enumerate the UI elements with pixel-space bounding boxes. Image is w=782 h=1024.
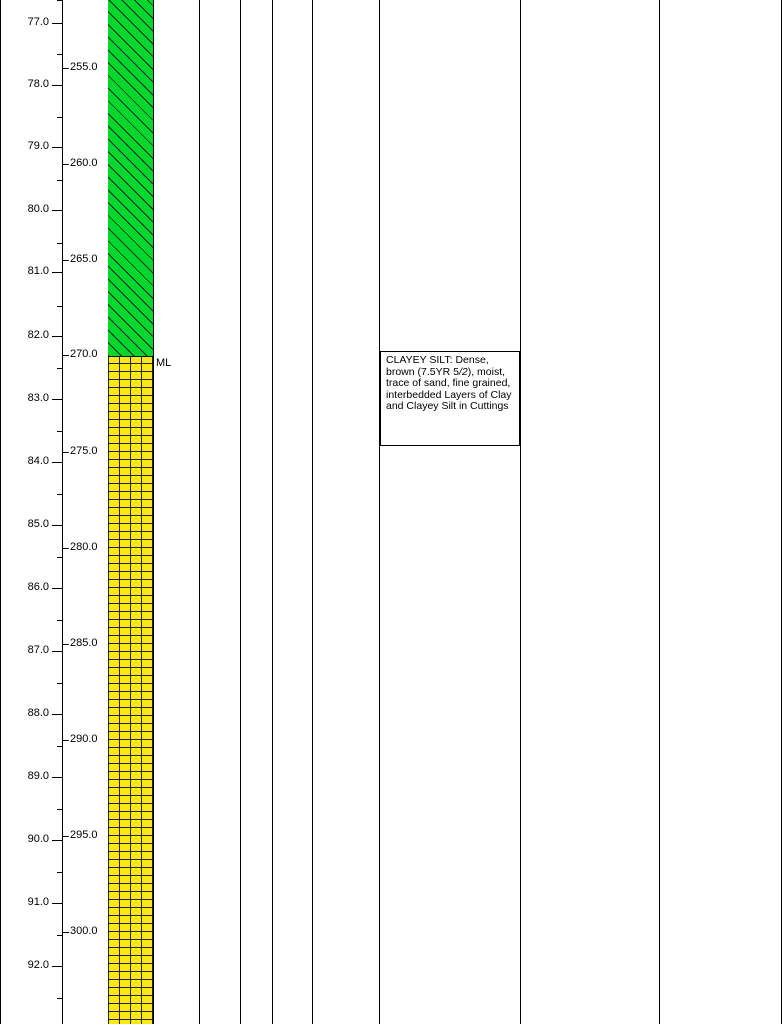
- elevation-label: 87.0: [27, 644, 49, 656]
- column-rule: [240, 0, 241, 1024]
- description-text: CLAYEY SILT: Dense, brown (7.5YR 5/2), moist, trace of sand, fine grained, interbedded Layers of Clay and Clayey Silt in Cuttings: [386, 354, 512, 413]
- depth-label: 295.0: [70, 829, 98, 841]
- elevation-label: 77.0: [27, 16, 49, 28]
- elevation-tick: [52, 903, 62, 904]
- elevation-tick: [52, 147, 62, 148]
- elevation-label: 79.0: [27, 140, 49, 152]
- elevation-label: 91.0: [27, 896, 49, 908]
- lithology-column: [108, 0, 153, 1024]
- depth-tick: [62, 932, 69, 933]
- depth-tick: [62, 260, 69, 261]
- elevation-tick: [52, 525, 62, 526]
- depth-label: 260.0: [70, 157, 98, 169]
- column-rule: [312, 0, 313, 1024]
- column-rule: [199, 0, 200, 1024]
- depth-label: 255.0: [70, 61, 98, 73]
- depth-label: 275.0: [70, 445, 98, 457]
- elevation-label: 86.0: [27, 581, 49, 593]
- depth-label: 265.0: [70, 253, 98, 265]
- elevation-tick: [52, 210, 62, 211]
- uscs-symbol-label: ML: [156, 357, 172, 369]
- depth-label: 290.0: [70, 733, 98, 745]
- depth-tick: [62, 644, 69, 645]
- elevation-scale: [0, 0, 62, 1024]
- elevation-label: 85.0: [27, 518, 49, 530]
- depth-tick: [62, 452, 69, 453]
- description-clayey-silt: [380, 351, 520, 446]
- lithology-bed-clay: [108, 0, 153, 356]
- elevation-label: 92.0: [27, 959, 49, 971]
- column-rule: [520, 0, 521, 1024]
- column-rule: [272, 0, 273, 1024]
- elevation-label: 78.0: [27, 78, 49, 90]
- elevation-tick: [52, 85, 62, 86]
- depth-scale: [62, 0, 108, 1024]
- elevation-tick: [52, 272, 62, 273]
- depth-label: 270.0: [70, 348, 98, 360]
- elevation-label: 88.0: [27, 707, 49, 719]
- elevation-tick: [52, 462, 62, 463]
- elevation-label: 80.0: [27, 203, 49, 215]
- elevation-label: 90.0: [27, 833, 49, 845]
- depth-tick: [62, 164, 69, 165]
- depth-tick: [62, 68, 69, 69]
- elevation-tick: [52, 966, 62, 967]
- column-rule: [659, 0, 660, 1024]
- depth-label: 285.0: [70, 637, 98, 649]
- column-rule: [153, 0, 154, 1024]
- depth-label: 300.0: [70, 925, 98, 937]
- elevation-tick: [52, 336, 62, 337]
- lithology-bed-clayey-silt: [108, 356, 153, 1024]
- elevation-label: 89.0: [27, 770, 49, 782]
- elevation-tick: [52, 651, 62, 652]
- elevation-tick: [52, 777, 62, 778]
- elevation-label: 81.0: [27, 265, 49, 277]
- depth-tick: [62, 548, 69, 549]
- bed-contact-line: [108, 356, 153, 357]
- elevation-label: 83.0: [27, 392, 49, 404]
- elevation-label: 84.0: [27, 455, 49, 467]
- depth-tick: [62, 355, 69, 356]
- depth-label: 280.0: [70, 541, 98, 553]
- column-rule: [379, 0, 380, 1024]
- elevation-label: 82.0: [27, 329, 49, 341]
- depth-tick: [62, 740, 69, 741]
- elevation-tick: [52, 714, 62, 715]
- depth-tick: [62, 836, 69, 837]
- elevation-tick: [52, 399, 62, 400]
- elevation-tick: [52, 588, 62, 589]
- elevation-tick: [52, 840, 62, 841]
- elevation-tick: [52, 23, 62, 24]
